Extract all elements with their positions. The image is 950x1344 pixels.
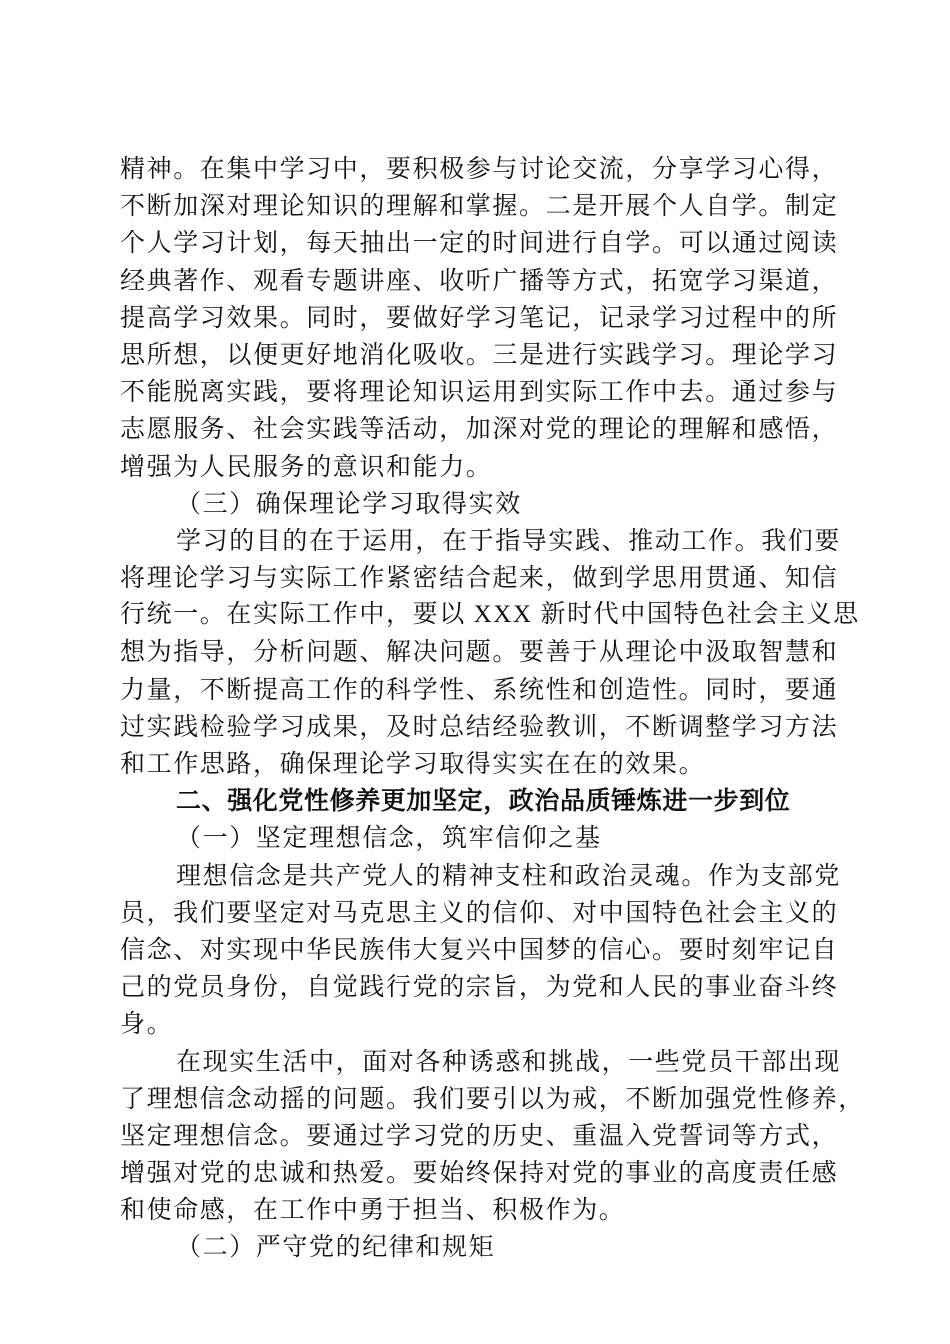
paragraph-line: 信念、对实现中华民族伟大复兴中国梦的信心。要时刻牢记自 bbox=[120, 934, 839, 964]
paragraph-line: 学习的目的在于运用，在于指导实践、推动工作。我们要 bbox=[176, 525, 842, 555]
paragraph-line: 理想信念是共产党人的精神支柱和政治灵魂。作为支部党 bbox=[176, 860, 842, 890]
paragraph-line: 经典著作、观看专题讲座、收听广播等方式，拓宽学习渠道， bbox=[120, 265, 839, 295]
section-heading-3: （三）确保理论学习取得实效 bbox=[176, 488, 522, 518]
paragraph-line: 坚定理想信念。要通过学习党的历史、重温入党誓词等方式， bbox=[120, 1120, 839, 1150]
paragraph-line: 提高学习效果。同时，要做好学习笔记，记录学习过程中的所 bbox=[120, 302, 839, 332]
paragraph-line: 增强为人民服务的意识和能力。 bbox=[120, 451, 493, 481]
section-heading-2: （二）严守党的纪律和规矩 bbox=[176, 1232, 496, 1262]
paragraph-line: 和工作思路，确保理论学习取得实实在在的效果。 bbox=[120, 749, 706, 778]
paragraph-line: 增强对党的忠诚和热爱。要始终保持对党的事业的高度责任感 bbox=[120, 1158, 839, 1188]
paragraph-line: 不能脱离实践，要将理论知识运用到实际工作中去。通过参与 bbox=[120, 377, 839, 407]
chapter-heading-2: 二、强化党性修养更加坚定，政治品质锤炼进一步到位 bbox=[176, 786, 791, 816]
paragraph-line: 身。 bbox=[120, 1009, 174, 1039]
paragraph-line: 员，我们要坚定对马克思主义的信仰、对中国特色社会主义的 bbox=[120, 897, 839, 927]
paragraph-line: 将理论学习与实际工作紧密结合起来，做到学思用贯通、知信 bbox=[120, 563, 839, 593]
paragraph-line: 了理想信念动摇的问题。我们要引以为戒，不断加强党性修养， bbox=[120, 1083, 865, 1113]
paragraph-line: 力量，不断提高工作的科学性、系统性和创造性。同时，要通 bbox=[120, 674, 839, 704]
paragraph-line: 己的党员身份，自觉践行党的宗旨，为党和人民的事业奋斗终 bbox=[120, 972, 839, 1002]
paragraph-line: 个人学习计划，每天抽出一定的时间进行自学。可以通过阅读 bbox=[120, 228, 839, 258]
paragraph-line: 想为指导，分析问题、解决问题。要善于从理论中汲取智慧和 bbox=[120, 637, 839, 667]
paragraph-line: 精神。在集中学习中，要积极参与讨论交流，分享学习心得， bbox=[120, 154, 839, 183]
paragraph-line: 过实践检验学习成果，及时总结经验教训，不断调整学习方法 bbox=[120, 711, 839, 741]
paragraph-line: 不断加深对理论知识的理解和掌握。二是开展个人自学。制定 bbox=[120, 191, 839, 221]
paragraph-line: 在现实生活中，面对各种诱惑和挑战，一些党员干部出现 bbox=[176, 1046, 842, 1076]
paragraph-line: 行统一。在实际工作中，要以 XXX 新时代中国特色社会主义思 bbox=[120, 601, 860, 629]
section-heading-1: （一）坚定理想信念，筑牢信仰之基 bbox=[176, 823, 602, 853]
paragraph-line: 和使命感，在工作中勇于担当、积极作为。 bbox=[120, 1195, 626, 1225]
paragraph-line: 志愿服务、社会实践等活动，加深对党的理论的理解和感悟， bbox=[120, 414, 839, 444]
document-body bbox=[120, 150, 865, 1266]
paragraph-line: 思所想，以便更好地消化吸收。三是进行实践学习。理论学习 bbox=[120, 339, 839, 369]
